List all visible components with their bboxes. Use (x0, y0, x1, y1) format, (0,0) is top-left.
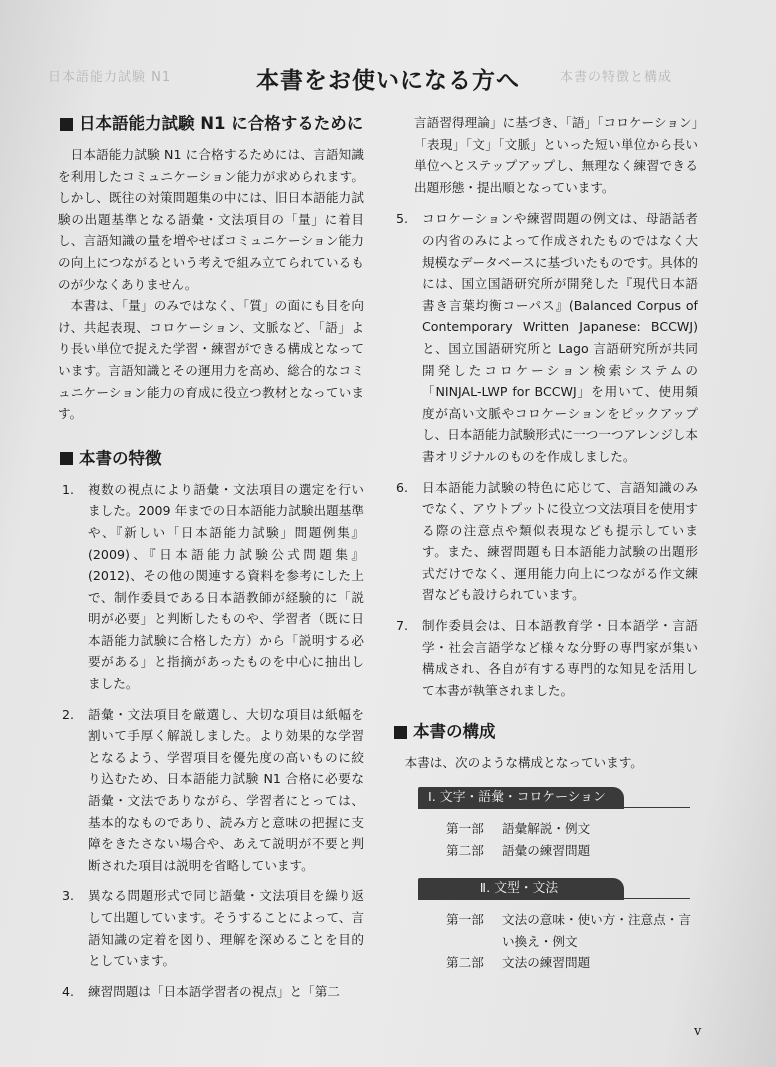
page-title: 本書をお使いになる方へ (256, 68, 520, 94)
list-item-number: 4. (62, 983, 75, 999)
toc-row (392, 909, 698, 952)
square-bullet-icon (60, 118, 73, 131)
toc-row (392, 952, 698, 974)
toc-part: 第二部 (446, 842, 484, 858)
list-item-text: 複数の視点により語彙・文法項目の選定を行いました。2009 年までの日本語能力試験出題基準や、『新しい「日本語能力試験」問題例集』(2009)、『日本語能力試験公式問題集』(2012)、その他の関連する資料を参考にした上で、制作委員である日本語教師が経験的に「説明が必要」と判断したものや、学習者（既に日本語能力試験に合格した方）から「説明する必要がある」と指摘があったものを中心に抽出しました。 (88, 481, 364, 692)
square-bullet-icon (60, 452, 73, 465)
toc-part: 第二部 (446, 955, 484, 971)
structure-intro: 本書は、次のような構成となっています。 (404, 755, 643, 771)
toc-title: 文法の練習問題 (502, 955, 591, 971)
list-item-text: 制作委員会は、日本語教育学・日本語学・言語学・社会言語学など様々な分野の専門家が集い構成され、各自が有する専門的な知見を活用して本書が執筆されました。 (422, 618, 698, 698)
section-heading-pass-n1 (60, 112, 364, 136)
list-item-text: 日本語能力試験の特色に応じて、言語知識のみでなく、アウトプットに役立つ文法項目を使用する際の注意点や類似表現なども提示しています。また、練習問題も日本語能力試験の出題形式だけでなく、運用能力向上につながる作文練習なども設けられています。 (422, 479, 698, 603)
banner-rule (418, 807, 690, 809)
list-item-number: 2. (62, 706, 75, 722)
part-banner (392, 877, 698, 899)
right-column (392, 112, 698, 974)
banner-rule (418, 898, 690, 900)
list-item (392, 208, 698, 467)
list-item-number: 3. (62, 888, 75, 904)
list-item (58, 479, 364, 695)
part-banner-label: Ⅰ. 文字・語彙・コロケーション (418, 787, 624, 809)
left-column (58, 112, 364, 1011)
list-item-text: 練習問題は「日本語学習者の視点」と「第二 (88, 983, 340, 999)
part-banner (392, 786, 698, 808)
bleed-through-text-right: 本書の特徴と構成 (560, 70, 673, 85)
toc-row (392, 840, 698, 862)
list-item-number: 1. (62, 481, 75, 497)
section-heading-text: 本書の特徴 (79, 448, 162, 468)
part-banner-label: Ⅱ. 文型・文法 (418, 878, 624, 900)
list-item (392, 477, 698, 607)
toc-title: 語彙の練習問題 (502, 842, 591, 858)
list-item-number: 6. (396, 479, 409, 495)
section-heading-text: 日本語能力試験 N1 に合格するために (79, 114, 364, 133)
list-item (58, 704, 364, 877)
list-item-text: コロケーションや練習問題の例文は、母語話者の内省のみによって作成されたものではなく大規模なデータベースに基づいたものです。具体的には、国立国語研究所が開発した『現代日本語書き言葉均衡コーパス』(Balanced Corpus of Contemporary Written Japanese: BCCWJ) と、国立国語研究所と Lago 言語研究所が共同開発したコロケーション検索システムの「NINJAL-LWP for BCCWJ」を用いて、使用頻度が高い文脈やコロケーションをピックアップし、日本語能力試験形式に一つ一つアレンジし本書オリジナルのものを作成しました。 (422, 211, 698, 464)
features-list-continued (392, 208, 698, 701)
list-item (392, 615, 698, 701)
list-item-continuation: 言語習得理論」に基づき、「語」「コロケーション」「表現」「文」「文脈」といった短い単位から長い単位へとステップアップし、無理なく練習できる出題形態・提出順となっています。 (414, 115, 698, 195)
toc-row (392, 818, 698, 840)
list-item (58, 981, 364, 1003)
bleed-through-text-left: 日本語能力試験 N1 (48, 70, 172, 85)
toc-part: 第一部 (446, 821, 484, 837)
square-bullet-icon (394, 726, 407, 739)
toc-part: 第一部 (446, 912, 484, 928)
list-item-text: 異なる問題形式で同じ語彙・文法項目を繰り返して出題しています。そうすることによって、言語知識の定着を図り、理解を深めることを目的としています。 (88, 888, 364, 969)
section-heading-features (60, 447, 364, 471)
features-list (58, 479, 364, 1003)
paragraph: 本書は、「量」のみではなく、「質」の面にも目を向け、共起表現、コロケーション、文脈など、「語」より長い単位で捉えた学習・練習ができる構成となっています。言語知識とその運用力を高め、総合的なコミュニケーション能力の育成に役立つ教材となっています。 (58, 298, 364, 422)
toc-title: 語彙解説・例文 (502, 821, 591, 837)
toc-title: 文法の意味・使い方・注意点・言い換え・例文 (502, 912, 691, 949)
paragraph: 日本語能力試験 N1 に合格するためには、言語知識を利用したコミュニケーション能力が求められます。しかし、既往の対策問題集の中には、旧日本語能力試験の出題基準となる語彙・文法項目の「量」に着目し、言語知識の量を増やせばコミュニケーション能力の向上につながるという考えで組み立てられているものが少なくありません。 (58, 147, 364, 292)
list-item-text: 語彙・文法項目を厳選し、大切な項目は紙幅を割いて手厚く解説しました。より効果的な学習となるよう、学習項目を優先度の高いものに絞り込むため、日本語能力試験 N1 合格に必要な語彙・文法でありながら、学習者にとっては、基本的なものであり、読み方と意味の把握に支障をきたさない場合や、あえて説明が不要と判断された項目は説明を省略しています。 (88, 706, 364, 873)
list-item-number: 5. (396, 211, 409, 227)
list-item (58, 885, 364, 971)
page-number: v (694, 1024, 702, 1039)
list-item-number: 7. (396, 618, 409, 634)
section-heading-text: 本書の構成 (413, 722, 496, 742)
section-heading-structure (394, 720, 698, 744)
